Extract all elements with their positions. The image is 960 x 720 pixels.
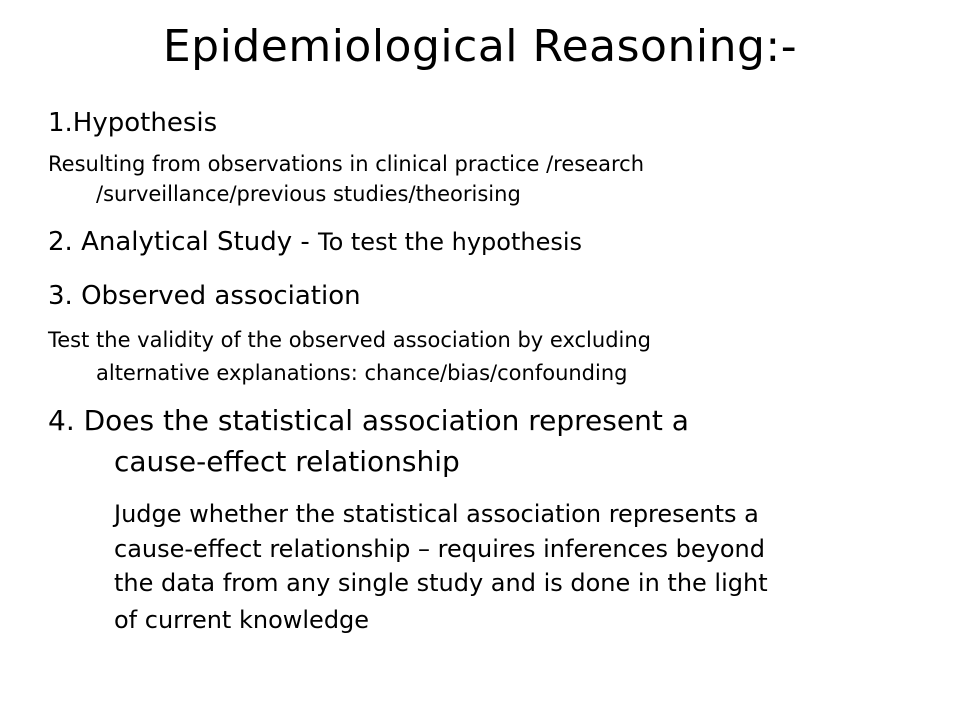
- judge-text-line-3: the data from any single study and is done in the light: [114, 569, 768, 597]
- judge-text-line-1: Judge whether the statistical association represents a: [114, 500, 759, 528]
- analytical-study-text: To test the hypothesis: [318, 228, 583, 256]
- observed-association-text-line-2: alternative explanations: chance/bias/confounding: [96, 361, 628, 385]
- hypothesis-text-line-1: Resulting from observations in clinical practice /research: [48, 152, 645, 176]
- cause-effect-heading-line-1: 4. Does the statistical association represent a: [48, 404, 689, 437]
- cause-effect-heading-line-2: cause-effect relationship: [114, 445, 460, 478]
- slide-title: Epidemiological Reasoning:-: [162, 21, 798, 72]
- analytical-study-heading: 2. Analytical Study -: [48, 227, 318, 257]
- hypothesis-heading: 1.Hypothesis: [48, 108, 218, 138]
- observed-association-text-line-1: Test the validity of the observed association by excluding: [48, 328, 652, 352]
- observed-association-heading: 3. Observed association: [48, 281, 361, 311]
- judge-text-line-4: of current knowledge: [114, 606, 370, 634]
- analytical-study-item: [48, 225, 582, 259]
- judge-text-line-2: cause-effect relationship – requires inferences beyond: [114, 535, 765, 563]
- hypothesis-text-line-2: /surveillance/previous studies/theorising: [96, 182, 521, 206]
